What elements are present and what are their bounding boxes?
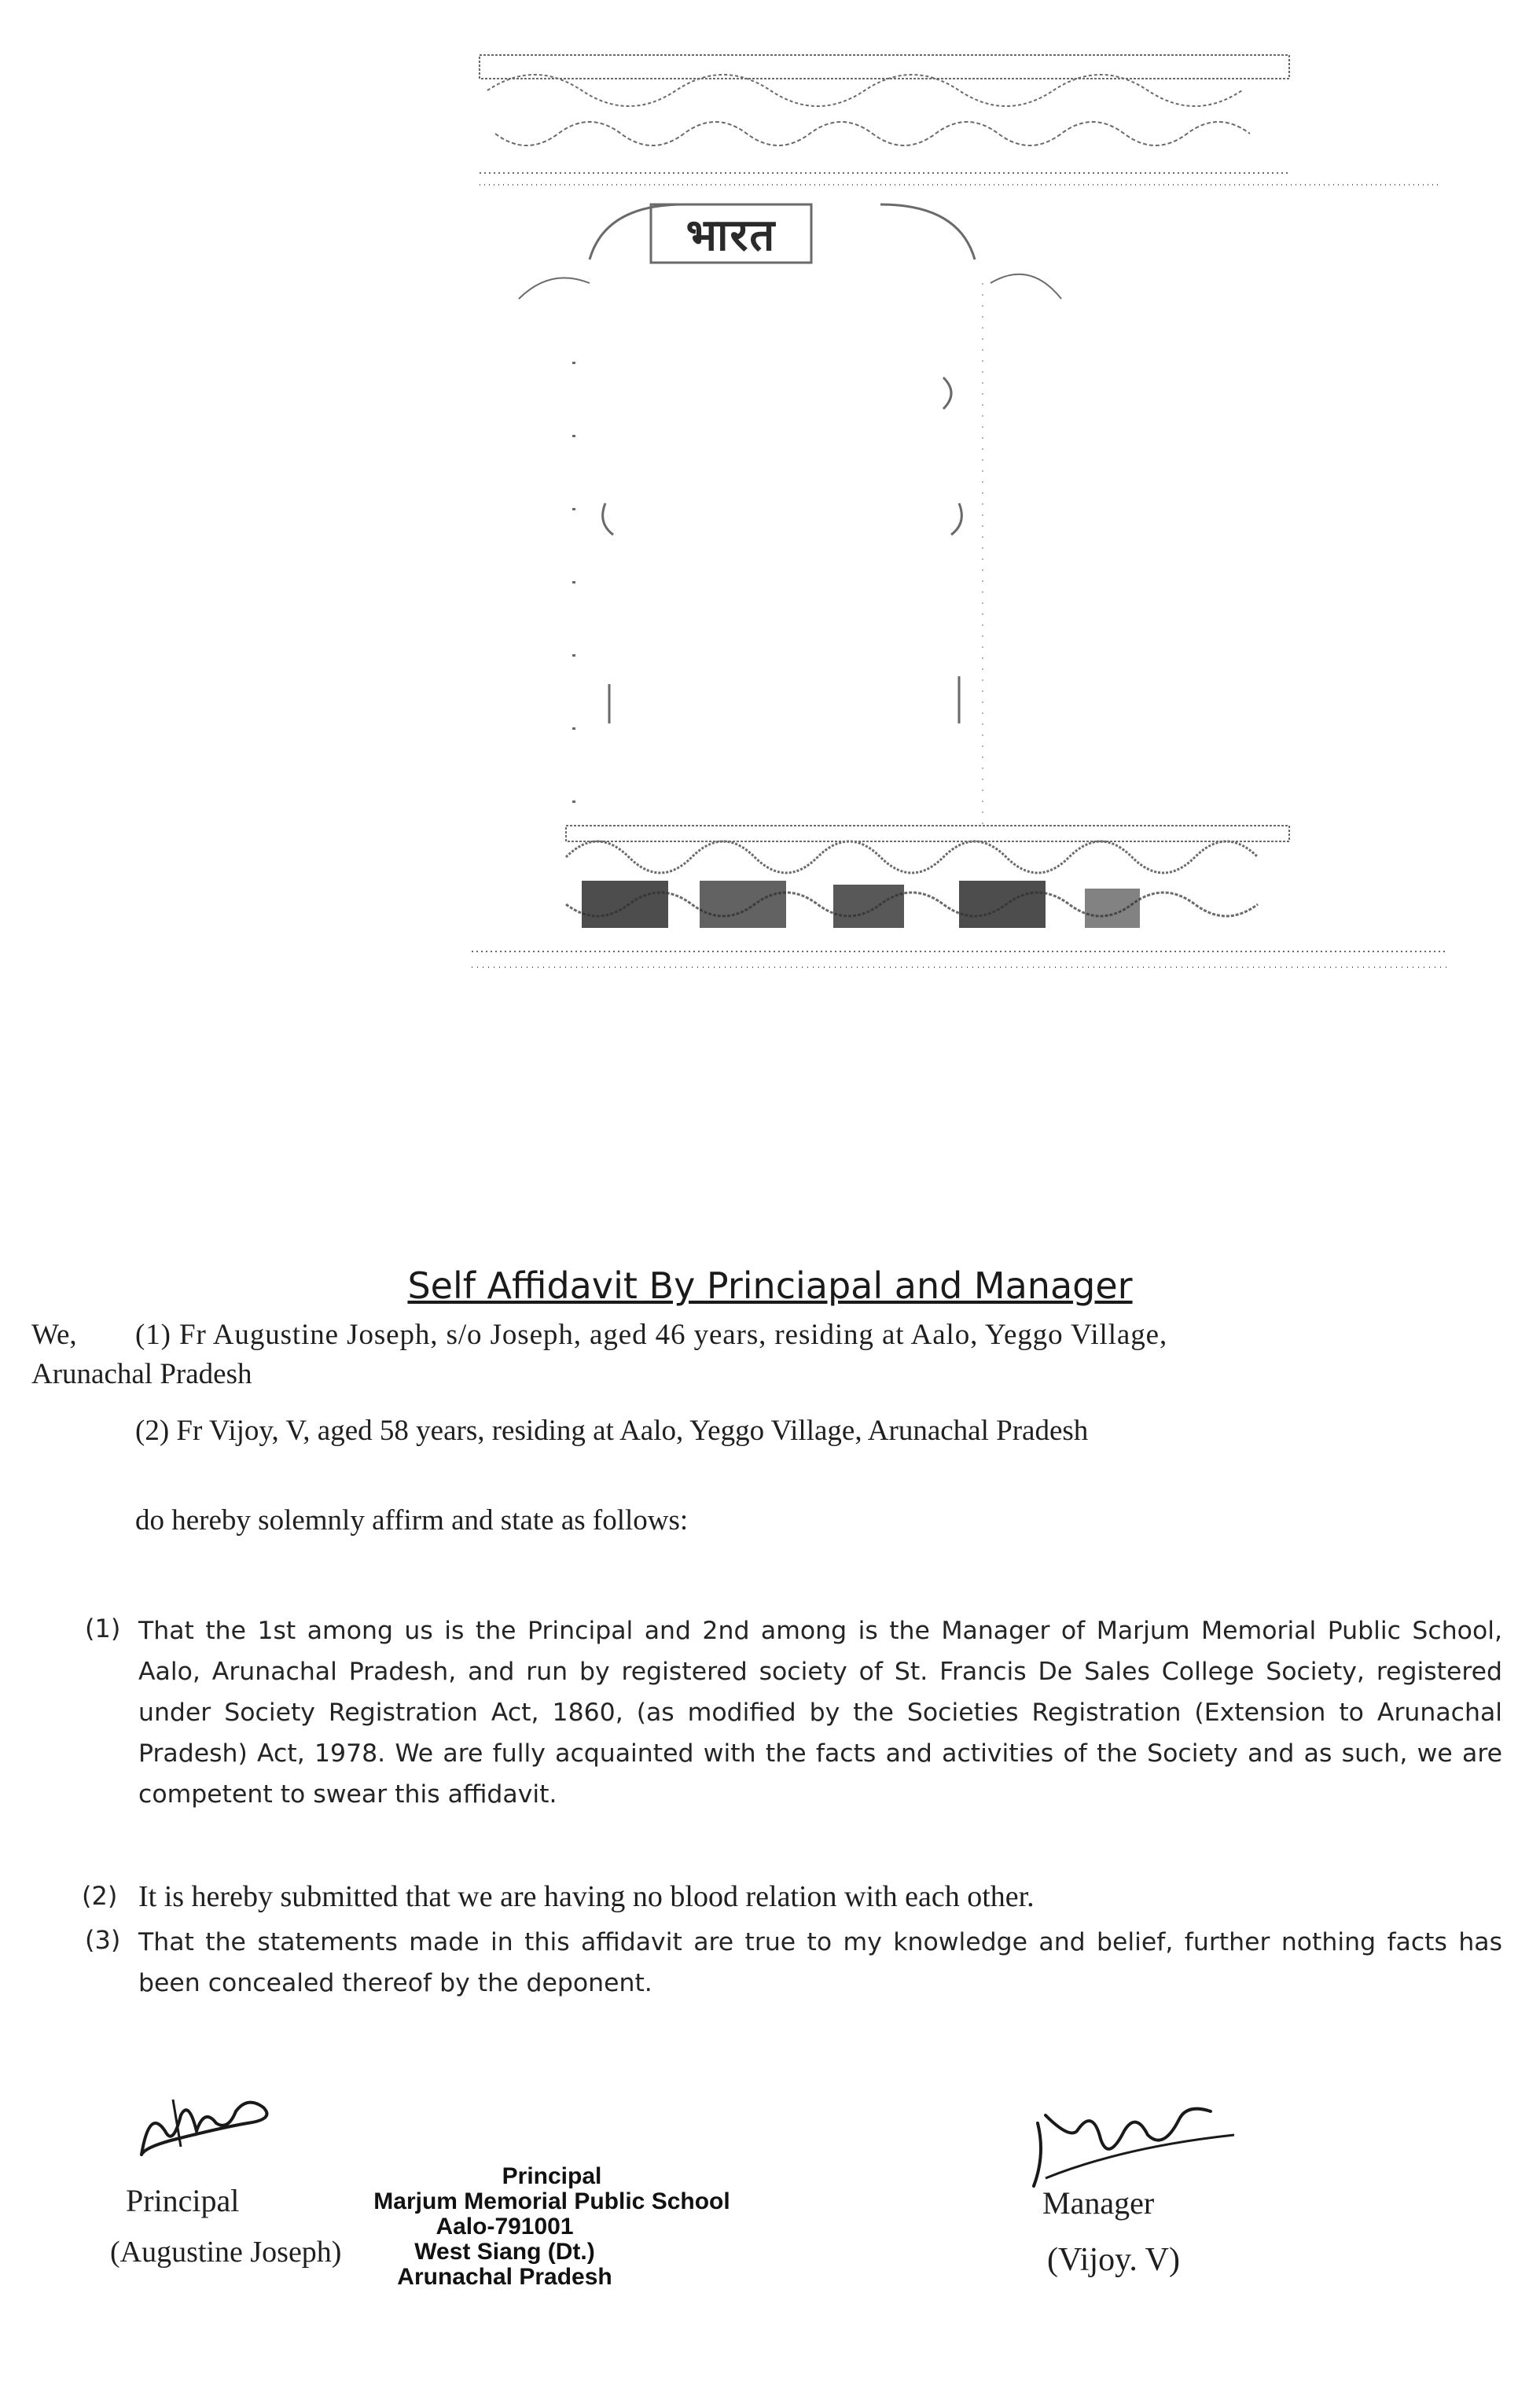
seal-line-3: Aalo-791001 [436,2214,574,2240]
manager-title: Manager [1042,2185,1155,2221]
deponent-1-line-a: (1) Fr Augustine Joseph, s/o Joseph, aged 46 years, residing at Aalo, Yeggo Village, [135,1319,1168,1351]
seal-line-1: Principal [502,2163,602,2189]
stamp-border-art [472,47,1454,991]
seal-line-5: Arunachal Pradesh [397,2264,612,2290]
point-1-number: (1) [85,1614,121,1643]
seal-line-2: Marjum Memorial Public School [373,2188,730,2214]
point-2-number: (2) [82,1881,118,1911]
point-2-text: It is hereby submitted that we are having no blood relation with each other. [138,1880,1035,1913]
affidavit-title: Self Affidavit By Princiapal and Manager [407,1264,1133,1307]
point-3-number: (3) [85,1925,121,1955]
manager-name: (Vijoy. V) [1047,2242,1180,2278]
school-seal [340,2164,764,2290]
point-3-text: That the statements made in this affidavit are true to my knowledge and belief, further nothing facts has been concealed thereof by the deponent. [138,1928,1502,1997]
stamp-emblem-word: भारत [685,210,777,261]
point-1-text: That the 1st among us is the Principal and 2nd among is the Manager of Marjum Memorial Public School, Aalo, Arunachal Pradesh, and run by registered society of St. Francis De Sales College Society, registered under Society Registration Act, 1860, (as modified by the Societies Registration (Extension to Arunachal Pradesh) Act, 1978. We are fully acquainted with the facts and activities of the Society and as such, we are competent to swear this affidavit. [138,1617,1502,1809]
principal-name: (Augustine Joseph) [110,2236,342,2269]
principal-signature [126,2084,330,2186]
seal-line-4: West Siang (Dt.) [414,2239,595,2265]
deponent-1-line-b: Arunachal Pradesh [31,1358,252,1390]
intro-lead: We, [31,1319,77,1351]
affirm-line: do hereby solemnly affirm and state as follows: [135,1504,689,1537]
deponent-2: (2) Fr Vijoy, V, aged 58 years, residing at Aalo, Yeggo Village, Arunachal Pradesh [135,1415,1089,1447]
stamp-paper-emblem [472,47,1454,991]
manager-signature [1022,2092,1258,2194]
principal-title: Principal [126,2183,240,2218]
